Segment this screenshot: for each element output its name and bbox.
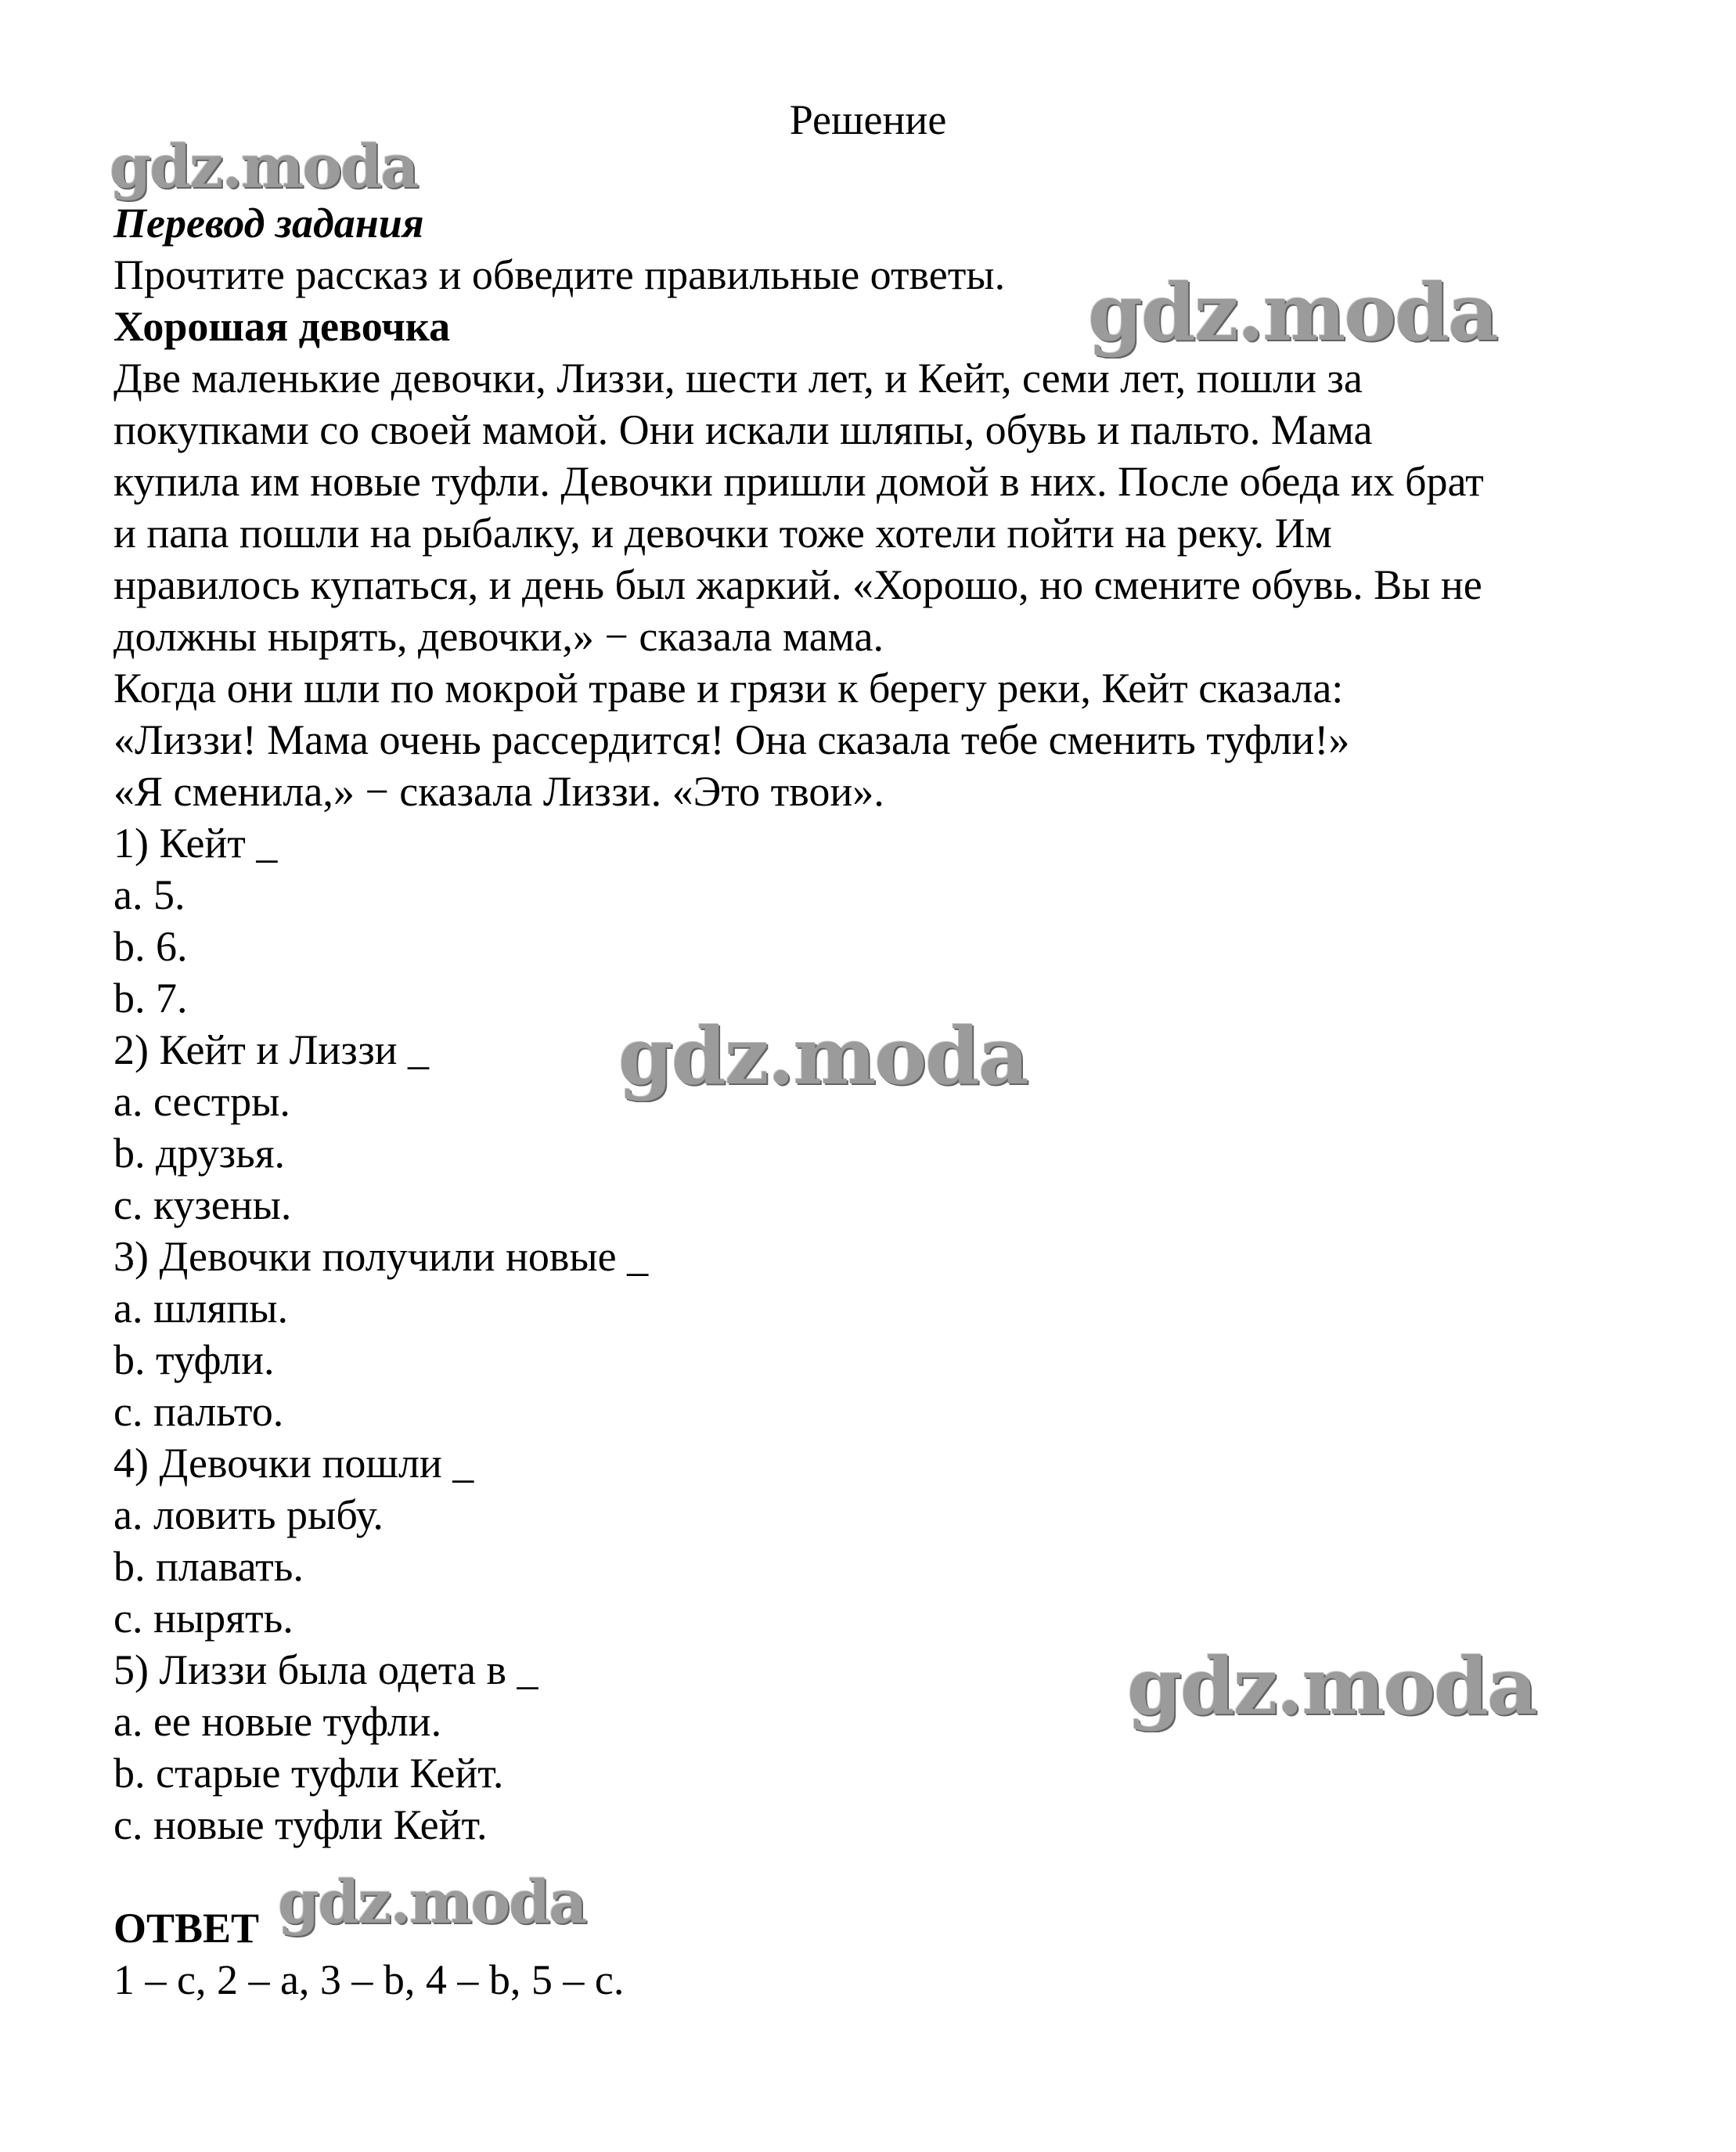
task-heading: Перевод задания [113, 200, 424, 247]
answer-text: 1 – c, 2 – a, 3 – b, 4 – b, 5 – c. [113, 1956, 625, 2003]
watermark-logo: gdz.moda [1088, 266, 1497, 359]
story-title: Хорошая девочка [113, 303, 451, 350]
story-line: «Лиззи! Мама очень рассердится! Она сказала тебе сменить туфли!» [113, 716, 1350, 763]
answer-option: c. пальто. [113, 1388, 284, 1435]
story-line: купила им новые туфли. Девочки пришли домой в них. После обеда их брат [113, 458, 1484, 505]
answer-option: a. 5. [113, 871, 185, 918]
question-prompt: 5) Лиззи была одета в _ [113, 1646, 538, 1693]
answer-option: b. друзья. [113, 1130, 286, 1177]
story-line: покупками со своей мамой. Они искали шляпы, обувь и пальто. Мама [113, 406, 1373, 453]
story-line: должны нырять, девочки,» − сказала мама. [113, 613, 884, 660]
answer-option: b. 6. [113, 923, 188, 970]
answer-option: a. сестры. [113, 1078, 290, 1125]
question-prompt: 3) Девочки получили новые _ [113, 1233, 649, 1280]
answer-option: c. кузены. [113, 1181, 292, 1228]
story-line: Две маленькие девочки, Лиззи, шести лет, и Кейт, семи лет, пошли за [113, 355, 1363, 402]
question-prompt: 2) Кейт и Лиззи _ [113, 1026, 430, 1073]
watermark-logo: gdz.moda [278, 1867, 586, 1937]
question-prompt: 4) Девочки пошли _ [113, 1440, 474, 1487]
answer-option: b. 7. [113, 975, 188, 1022]
answer-option: b. старые туфли Кейт. [113, 1750, 504, 1797]
story-line: и папа пошли на рыбалку, и девочки тоже хотели пойти на реку. Им [113, 510, 1332, 557]
answer-option: c. новые туфли Кейт. [113, 1801, 488, 1848]
answer-heading: ОТВЕТ [113, 1905, 260, 1952]
story-line: Когда они шли по мокрой траве и грязи к берегу реки, Кейт сказала: [113, 665, 1344, 712]
answer-option: a. шляпы. [113, 1285, 289, 1332]
answer-option: a. ловить рыбу. [113, 1491, 384, 1538]
question-prompt: 1) Кейт _ [113, 820, 278, 867]
answer-option: c. нырять. [113, 1595, 294, 1642]
watermark-logo: gdz.moda [110, 132, 418, 201]
watermark-logo: gdz.moda [618, 1010, 1028, 1102]
answer-option: b. туфли. [113, 1336, 275, 1383]
story-line: нравилось купаться, и день был жаркий. «Хорошо, но смените обувь. Вы не [113, 561, 1482, 608]
watermark-logo: gdz.moda [1127, 1640, 1536, 1732]
answer-option: a. ее новые туфли. [113, 1698, 442, 1745]
answer-option: b. плавать. [113, 1543, 304, 1590]
page-title: Решение [789, 96, 947, 143]
story-line: «Я сменила,» − сказала Лиззи. «Это твои». [113, 768, 884, 815]
instruction-text: Прочтите рассказ и обведите правильные ответы. [113, 251, 1006, 298]
